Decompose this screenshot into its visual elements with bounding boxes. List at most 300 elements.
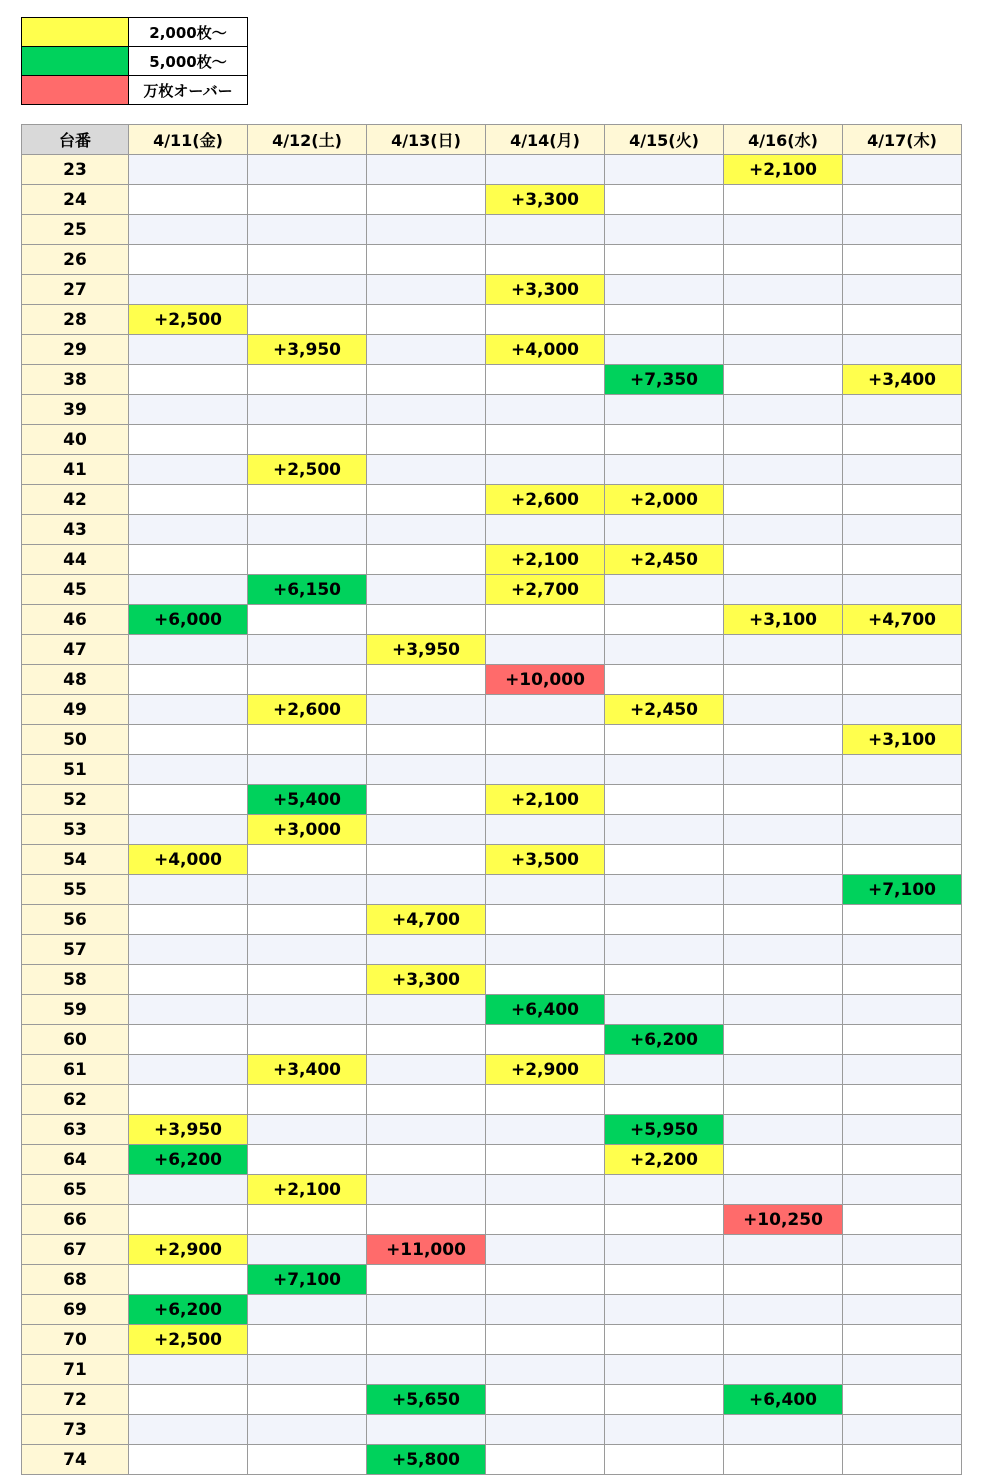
result-cell xyxy=(129,935,248,965)
result-cell xyxy=(724,335,843,365)
result-cell xyxy=(248,545,367,575)
machine-number: 39 xyxy=(22,395,129,425)
result-cell xyxy=(129,365,248,395)
result-cell xyxy=(367,935,486,965)
result-cell xyxy=(724,1145,843,1175)
date-header: 4/12(土) xyxy=(248,125,367,155)
machine-number: 73 xyxy=(22,1415,129,1445)
machine-number: 54 xyxy=(22,845,129,875)
table-row xyxy=(22,1265,962,1295)
result-cell xyxy=(486,905,605,935)
result-cell xyxy=(248,1235,367,1265)
result-cell xyxy=(248,965,367,995)
date-header: 4/17(木) xyxy=(843,125,962,155)
machine-number: 69 xyxy=(22,1295,129,1325)
result-cell xyxy=(486,1115,605,1145)
result-cell xyxy=(486,1025,605,1055)
result-cell xyxy=(843,245,962,275)
result-cell: +6,400 xyxy=(486,995,605,1025)
result-cell xyxy=(486,1085,605,1115)
result-cell: +3,950 xyxy=(129,1115,248,1145)
result-cell xyxy=(486,1325,605,1355)
result-cell xyxy=(724,725,843,755)
result-cell xyxy=(129,785,248,815)
result-cell xyxy=(605,1355,724,1385)
result-cell: +7,100 xyxy=(843,875,962,905)
result-cell xyxy=(724,1235,843,1265)
table-row xyxy=(22,275,962,305)
table-row xyxy=(22,1115,962,1145)
result-cell xyxy=(843,1355,962,1385)
result-cell xyxy=(724,575,843,605)
result-cell xyxy=(367,755,486,785)
machine-number: 60 xyxy=(22,1025,129,1055)
table-row xyxy=(22,1415,962,1445)
result-cell: +10,250 xyxy=(724,1205,843,1235)
result-cell xyxy=(605,1415,724,1445)
date-header: 4/15(火) xyxy=(605,125,724,155)
table-row xyxy=(22,875,962,905)
result-cell xyxy=(486,365,605,395)
machine-number: 38 xyxy=(22,365,129,395)
result-cell xyxy=(486,1235,605,1265)
result-cell xyxy=(248,245,367,275)
machine-number: 43 xyxy=(22,515,129,545)
machine-number: 67 xyxy=(22,1235,129,1265)
result-cell xyxy=(605,1445,724,1475)
table-row xyxy=(22,1325,962,1355)
result-cell xyxy=(843,425,962,455)
result-cell xyxy=(129,185,248,215)
result-cell xyxy=(843,635,962,665)
result-cell xyxy=(486,695,605,725)
result-cell xyxy=(367,395,486,425)
table-row xyxy=(22,1385,962,1415)
result-cell xyxy=(843,755,962,785)
result-cell: +7,350 xyxy=(605,365,724,395)
result-cell xyxy=(129,245,248,275)
result-cell xyxy=(605,425,724,455)
result-cell xyxy=(367,815,486,845)
table-row xyxy=(22,1085,962,1115)
result-cell xyxy=(486,215,605,245)
result-cell: +6,150 xyxy=(248,575,367,605)
machine-number: 42 xyxy=(22,485,129,515)
machine-number: 45 xyxy=(22,575,129,605)
result-cell xyxy=(605,395,724,425)
result-cell xyxy=(605,1205,724,1235)
machine-number-header: 台番 xyxy=(22,125,129,155)
result-cell xyxy=(486,935,605,965)
result-cell xyxy=(843,1175,962,1205)
result-cell xyxy=(724,635,843,665)
result-cell: +3,950 xyxy=(248,335,367,365)
result-cell xyxy=(605,875,724,905)
result-cell xyxy=(248,935,367,965)
table-row xyxy=(22,665,962,695)
result-cell xyxy=(605,1385,724,1415)
result-cell xyxy=(486,1265,605,1295)
machine-number: 51 xyxy=(22,755,129,785)
results-table xyxy=(21,124,962,1475)
result-cell xyxy=(367,545,486,575)
result-cell xyxy=(843,1145,962,1175)
result-cell xyxy=(724,545,843,575)
result-cell xyxy=(486,1145,605,1175)
result-cell xyxy=(724,1295,843,1325)
result-cell xyxy=(486,515,605,545)
result-cell xyxy=(724,185,843,215)
result-cell xyxy=(843,575,962,605)
result-cell xyxy=(248,305,367,335)
result-cell xyxy=(248,365,367,395)
table-row xyxy=(22,425,962,455)
result-cell xyxy=(248,605,367,635)
result-cell xyxy=(605,665,724,695)
legend-label: 万枚オーバー xyxy=(129,76,248,105)
result-cell xyxy=(367,1025,486,1055)
result-cell xyxy=(724,785,843,815)
result-cell xyxy=(367,275,486,305)
result-cell xyxy=(129,335,248,365)
result-cell xyxy=(605,335,724,365)
result-cell: +3,950 xyxy=(367,635,486,665)
result-cell xyxy=(605,455,724,485)
result-cell xyxy=(724,1025,843,1055)
result-cell xyxy=(248,1205,367,1235)
table-row xyxy=(22,1445,962,1475)
result-cell xyxy=(129,995,248,1025)
result-cell: +2,450 xyxy=(605,695,724,725)
result-cell: +2,500 xyxy=(129,305,248,335)
result-cell xyxy=(605,515,724,545)
date-header: 4/16(水) xyxy=(724,125,843,155)
result-cell: +3,100 xyxy=(843,725,962,755)
result-cell xyxy=(367,785,486,815)
result-cell xyxy=(248,1355,367,1385)
table-row xyxy=(22,365,962,395)
result-cell xyxy=(724,275,843,305)
table-row xyxy=(22,605,962,635)
result-cell xyxy=(367,1205,486,1235)
result-cell xyxy=(843,665,962,695)
result-cell xyxy=(129,1445,248,1475)
machine-number: 74 xyxy=(22,1445,129,1475)
legend-label: 2,000枚～ xyxy=(129,18,248,47)
machine-number: 72 xyxy=(22,1385,129,1415)
result-cell: +5,400 xyxy=(248,785,367,815)
table-row xyxy=(22,245,962,275)
result-cell xyxy=(248,905,367,935)
machine-number: 55 xyxy=(22,875,129,905)
result-cell xyxy=(129,1175,248,1205)
result-cell xyxy=(605,1325,724,1355)
result-cell xyxy=(605,275,724,305)
table-row xyxy=(22,785,962,815)
result-cell xyxy=(248,185,367,215)
result-cell xyxy=(129,455,248,485)
result-cell xyxy=(129,755,248,785)
result-cell xyxy=(724,875,843,905)
result-cell xyxy=(605,1295,724,1325)
result-cell xyxy=(367,1355,486,1385)
result-cell: +4,700 xyxy=(367,905,486,935)
result-cell xyxy=(605,995,724,1025)
result-cell xyxy=(129,545,248,575)
result-cell xyxy=(843,1295,962,1325)
result-cell xyxy=(248,425,367,455)
machine-number: 41 xyxy=(22,455,129,485)
result-cell xyxy=(248,1115,367,1145)
result-cell xyxy=(486,1355,605,1385)
result-cell: +4,000 xyxy=(129,845,248,875)
machine-number: 40 xyxy=(22,425,129,455)
result-cell xyxy=(724,815,843,845)
result-cell xyxy=(843,1115,962,1145)
result-cell xyxy=(367,665,486,695)
result-cell: +2,100 xyxy=(724,155,843,185)
result-cell xyxy=(367,1325,486,1355)
result-cell xyxy=(367,455,486,485)
result-cell xyxy=(605,605,724,635)
result-cell xyxy=(843,335,962,365)
result-cell xyxy=(367,1415,486,1445)
table-row xyxy=(22,935,962,965)
result-cell xyxy=(724,845,843,875)
result-cell xyxy=(367,305,486,335)
result-cell xyxy=(724,305,843,335)
result-cell xyxy=(367,425,486,455)
result-cell xyxy=(843,455,962,485)
table-row xyxy=(22,215,962,245)
result-cell xyxy=(605,185,724,215)
result-cell xyxy=(367,575,486,605)
result-cell xyxy=(367,695,486,725)
result-cell xyxy=(843,1325,962,1355)
result-cell xyxy=(843,395,962,425)
table-row xyxy=(22,515,962,545)
result-cell xyxy=(724,365,843,395)
result-cell xyxy=(605,215,724,245)
result-cell xyxy=(129,875,248,905)
result-cell xyxy=(605,785,724,815)
result-cell xyxy=(605,845,724,875)
result-cell xyxy=(724,1055,843,1085)
result-cell xyxy=(367,1085,486,1115)
result-cell xyxy=(724,665,843,695)
header-row xyxy=(22,125,962,155)
result-cell xyxy=(486,1205,605,1235)
machine-number: 23 xyxy=(22,155,129,185)
table-row xyxy=(22,1175,962,1205)
result-cell xyxy=(843,155,962,185)
result-cell: +7,100 xyxy=(248,1265,367,1295)
result-cell xyxy=(129,155,248,185)
result-cell xyxy=(724,1415,843,1445)
result-cell xyxy=(248,515,367,545)
result-cell xyxy=(367,245,486,275)
result-cell xyxy=(486,155,605,185)
table-row xyxy=(22,905,962,935)
table-row xyxy=(22,1355,962,1385)
result-cell: +2,900 xyxy=(129,1235,248,1265)
result-cell xyxy=(367,995,486,1025)
result-cell xyxy=(843,905,962,935)
result-cell xyxy=(605,755,724,785)
result-cell xyxy=(486,965,605,995)
result-cell xyxy=(843,695,962,725)
legend-row xyxy=(22,47,248,76)
result-cell xyxy=(843,1085,962,1115)
result-cell xyxy=(486,1415,605,1445)
result-cell xyxy=(129,665,248,695)
result-cell: +2,700 xyxy=(486,575,605,605)
result-cell xyxy=(724,1445,843,1475)
legend-row xyxy=(22,18,248,47)
machine-number: 57 xyxy=(22,935,129,965)
result-cell xyxy=(605,965,724,995)
result-cell: +3,100 xyxy=(724,605,843,635)
result-cell: +5,800 xyxy=(367,1445,486,1475)
result-cell xyxy=(843,305,962,335)
result-cell xyxy=(248,1085,367,1115)
result-cell: +2,100 xyxy=(486,545,605,575)
legend-label: 5,000枚～ xyxy=(129,47,248,76)
machine-number: 56 xyxy=(22,905,129,935)
result-cell xyxy=(724,695,843,725)
result-cell xyxy=(486,1295,605,1325)
result-cell xyxy=(724,1115,843,1145)
result-cell xyxy=(367,485,486,515)
result-cell: +2,600 xyxy=(248,695,367,725)
result-cell: +5,650 xyxy=(367,1385,486,1415)
result-cell xyxy=(129,215,248,245)
result-cell xyxy=(486,605,605,635)
table-row xyxy=(22,635,962,665)
result-cell xyxy=(367,1175,486,1205)
result-cell xyxy=(129,1025,248,1055)
result-cell xyxy=(248,1385,367,1415)
result-cell xyxy=(129,905,248,935)
table-row xyxy=(22,815,962,845)
result-cell xyxy=(248,995,367,1025)
result-cell: +6,200 xyxy=(129,1145,248,1175)
result-cell xyxy=(129,485,248,515)
result-cell: +2,450 xyxy=(605,545,724,575)
table-row xyxy=(22,725,962,755)
machine-number: 27 xyxy=(22,275,129,305)
result-cell xyxy=(129,515,248,545)
result-cell: +6,200 xyxy=(129,1295,248,1325)
result-cell xyxy=(843,545,962,575)
result-cell xyxy=(248,395,367,425)
result-cell: +2,100 xyxy=(248,1175,367,1205)
result-cell xyxy=(129,1265,248,1295)
result-cell xyxy=(843,1415,962,1445)
machine-number: 59 xyxy=(22,995,129,1025)
result-cell xyxy=(248,635,367,665)
result-cell xyxy=(605,935,724,965)
result-cell xyxy=(129,1415,248,1445)
result-cell: +6,000 xyxy=(129,605,248,635)
result-cell xyxy=(367,1145,486,1175)
result-cell xyxy=(129,425,248,455)
machine-number: 49 xyxy=(22,695,129,725)
result-cell xyxy=(248,1145,367,1175)
result-cell xyxy=(367,365,486,395)
result-cell xyxy=(129,1085,248,1115)
machine-number: 46 xyxy=(22,605,129,635)
table-row xyxy=(22,305,962,335)
legend-swatch xyxy=(22,18,129,47)
result-cell xyxy=(605,575,724,605)
result-cell xyxy=(367,845,486,875)
result-cell: +2,200 xyxy=(605,1145,724,1175)
result-cell: +10,000 xyxy=(486,665,605,695)
result-cell: +2,000 xyxy=(605,485,724,515)
result-cell xyxy=(605,725,724,755)
machine-number: 50 xyxy=(22,725,129,755)
result-cell xyxy=(129,1055,248,1085)
result-cell xyxy=(248,155,367,185)
result-cell xyxy=(843,185,962,215)
result-cell xyxy=(248,485,367,515)
machine-number: 29 xyxy=(22,335,129,365)
result-cell xyxy=(843,1445,962,1475)
machine-number: 24 xyxy=(22,185,129,215)
machine-number: 48 xyxy=(22,665,129,695)
result-cell xyxy=(843,995,962,1025)
machine-number: 58 xyxy=(22,965,129,995)
machine-number: 44 xyxy=(22,545,129,575)
result-cell xyxy=(724,1175,843,1205)
result-cell xyxy=(843,845,962,875)
result-cell xyxy=(843,275,962,305)
result-cell: +3,400 xyxy=(248,1055,367,1085)
result-cell xyxy=(724,1085,843,1115)
result-cell xyxy=(367,155,486,185)
result-cell xyxy=(486,755,605,785)
result-cell xyxy=(248,725,367,755)
result-cell: +4,000 xyxy=(486,335,605,365)
result-cell xyxy=(724,455,843,485)
result-cell xyxy=(843,1265,962,1295)
result-cell xyxy=(724,965,843,995)
result-cell xyxy=(367,335,486,365)
result-cell xyxy=(843,515,962,545)
table-row xyxy=(22,455,962,485)
machine-number: 52 xyxy=(22,785,129,815)
table-row xyxy=(22,1145,962,1175)
color-legend xyxy=(21,17,248,105)
machine-number: 61 xyxy=(22,1055,129,1085)
result-cell xyxy=(367,1055,486,1085)
table-row xyxy=(22,755,962,785)
result-cell: +11,000 xyxy=(367,1235,486,1265)
result-cell: +2,500 xyxy=(248,455,367,485)
result-cell xyxy=(248,845,367,875)
result-cell xyxy=(129,815,248,845)
result-cell xyxy=(843,215,962,245)
result-cell xyxy=(486,245,605,275)
machine-number: 47 xyxy=(22,635,129,665)
result-cell: +2,100 xyxy=(486,785,605,815)
table-row xyxy=(22,185,962,215)
result-cell xyxy=(248,1025,367,1055)
result-cell xyxy=(129,1385,248,1415)
result-cell: +3,400 xyxy=(843,365,962,395)
result-cell: +3,300 xyxy=(486,185,605,215)
